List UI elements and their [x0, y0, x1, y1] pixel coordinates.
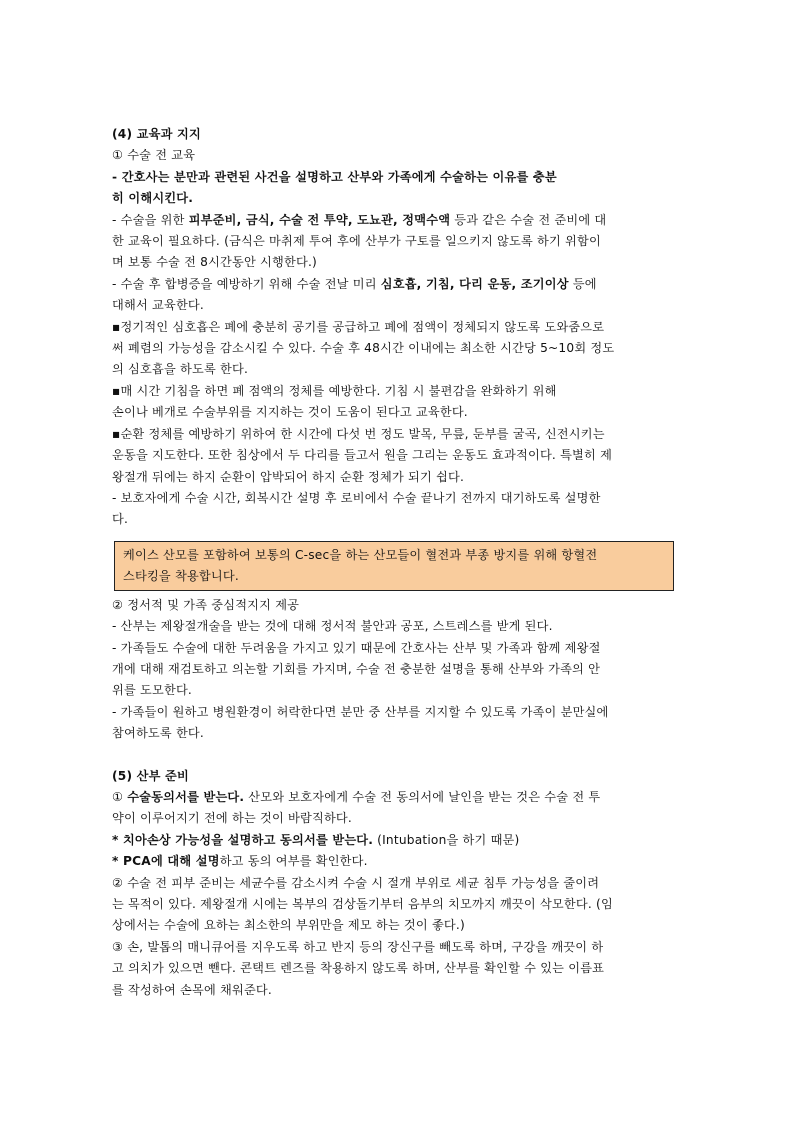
paragraph-complication-1 [112, 274, 682, 295]
paragraph-accessories-2: 고 의치가 있으면 뺀다. 콘택트 렌즈를 착용하지 않도록 하며, 산부를 확인할 수 있는 이름표 [112, 961, 605, 976]
paragraph-family-2: 개에 대해 재검토하고 의논할 기회를 가지며, 수술 전 충분한 설명을 통해 산부와 가족의 안 [112, 661, 601, 676]
paragraph-preop-prep-1 [112, 210, 682, 231]
bullet-cough-2: 손이나 베개로 수술부위를 지지하는 것이 도움이 된다고 교육한다. [112, 405, 468, 420]
paragraph-dental-risk [112, 830, 682, 851]
bold-run: 에 대해 설명 [150, 854, 220, 869]
callout-line-2: 스타킹을 착용합니다. [123, 568, 239, 583]
paragraph-skin-prep-3: 상에서는 수술에 요하는 최소한의 부위만을 제모 하는 것이 좋다.) [112, 918, 465, 933]
bullet-circulation-3: 왕절개 뒤에는 하지 순환이 압박되어 하지 순환 정체가 되기 쉽다. [112, 469, 465, 484]
text-run: 등에 [568, 276, 597, 291]
text-run: - 수술 후 합병증을 예방하기 위해 수술 전날 미리 [112, 276, 381, 291]
paragraph-consent-1 [112, 787, 682, 808]
paragraph-preop-prep-3: 며 보통 수술 전 8시간동안 시행한다.) [112, 255, 317, 270]
subsection-preop-education-title: ① 수술 전 교육 [112, 148, 196, 163]
bullet-circulation-2: 운동을 지도한다. 또한 침상에서 두 다리를 들고서 원을 그리는 운동도 효과적이다. 특별히 제 [112, 448, 613, 463]
section-spacer [112, 745, 682, 766]
text-run: 산모와 보호자에게 수술 전 동의서에 날인을 받는 것은 수술 전 투 [244, 789, 601, 804]
paragraph-preop-prep-2: 한 교육이 필요하다. (금식은 마취제 투여 후에 산부가 구토를 일으키지 않도록 하기 위함이 [112, 234, 601, 249]
callout-line-1: 케이스 산모를 포함하여 보통의 C-sec을 하는 산모들이 혈전과 부종 방지를 위해 항혈전 [123, 547, 598, 562]
bold-run: 수술동의서를 받는다. [127, 789, 245, 804]
bold-run: 심호흡, 기침, 다리 운동, 조기이상 [380, 276, 569, 291]
paragraph-explain-reason-1: - 간호사는 분만과 관련된 사건을 설명하고 산부와 가족에게 수술하는 이유를 충분 [112, 169, 557, 184]
subsection-emotional-support-title: ② 정서적 및 가족 중심적지지 제공 [112, 597, 300, 612]
text-run: (Intubation을 하기 때문) [373, 832, 520, 847]
paragraph-guardian-1: - 보호자에게 수술 시간, 회복시간 설명 후 로비에서 수술 끝나기 전까지 대기하도록 설명한 [112, 490, 601, 505]
paragraph-pca [112, 851, 682, 872]
paragraph-family-1: - 가족들도 수술에 대한 두려움을 가지고 있기 때문에 간호사는 산부 및 가족과 함께 제왕절 [112, 640, 601, 655]
document-page [112, 124, 682, 1001]
text-run: 하고 동의 여부를 확인한다. [219, 854, 368, 869]
section-4-heading: (4) 교육과 지지 [112, 127, 201, 141]
paragraph-family-3: 위를 도모한다. [112, 683, 192, 698]
bullet-breathing-2: 써 폐렴의 가능성을 감소시킬 수 있다. 수술 후 48시간 이내에는 최소한 시간당 5~10회 정도 [112, 341, 615, 356]
paragraph-family-delivery-2: 참여하도록 한다. [112, 726, 204, 741]
bold-run: * PCA [112, 854, 151, 869]
paragraph-emotional-1: - 산부는 제왕절개술을 받는 것에 대해 정서적 불안과 공포, 스트레스를 받게 된다. [112, 619, 553, 634]
text-run: ① [112, 789, 128, 804]
bold-run: * 치아손상 가능성을 설명하고 동의서를 받는다. [112, 832, 374, 847]
bullet-breathing-3: 의 심호흡을 하도록 한다. [112, 362, 249, 377]
case-note-callout [114, 541, 674, 591]
bullet-breathing-1: ▪정기적인 심호흡은 폐에 충분히 공기를 공급하고 폐에 점액이 정체되지 않도록 도와줌으로 [112, 319, 605, 334]
paragraph-accessories-3: 를 작성하여 손목에 채워준다. [112, 982, 272, 997]
text-run: 등과 같은 수술 전 준비에 대 [450, 212, 607, 227]
paragraph-family-delivery-1: - 가족들이 원하고 병원환경이 허락한다면 분만 중 산부를 지지할 수 있도록 가족이 분만실에 [112, 704, 609, 719]
paragraph-explain-reason-2: 히 이해시킨다. [112, 191, 194, 206]
bullet-circulation-1: ▪순환 정체를 예방하기 위하여 한 시간에 다섯 번 정도 발목, 무릎, 둔부를 굴곡, 신전시키는 [112, 426, 605, 441]
section-5-heading: (5) 산부 준비 [112, 768, 189, 783]
bold-run: 피부준비, 금식, 수술 전 투약, 도뇨관, 정맥수액 [188, 212, 451, 227]
paragraph-skin-prep-1: ② 수술 전 피부 준비는 세균수를 감소시켜 수술 시 절개 부위로 세균 침투 가능성을 줄이려 [112, 875, 600, 890]
bullet-cough-1: ▪매 시간 기침을 하면 폐 점액의 정체를 예방한다. 기침 시 불편감을 완화하기 위해 [112, 383, 557, 398]
paragraph-complication-2: 대해서 교육한다. [112, 298, 204, 313]
paragraph-consent-2: 약이 이루어지기 전에 하는 것이 바람직하다. [112, 811, 352, 826]
paragraph-guardian-2: 다. [112, 512, 129, 527]
text-run: - 수술을 위한 [112, 212, 189, 227]
paragraph-skin-prep-2: 는 목적이 있다. 제왕절개 시에는 복부의 검상돌기부터 음부의 치모까지 깨끗이 삭모한다. (임 [112, 897, 613, 911]
paragraph-accessories-1: ③ 손, 발톱의 매니큐어를 지우도록 하고 반지 등의 장신구를 빼도록 하며, 구강을 깨끗이 하 [112, 939, 604, 954]
